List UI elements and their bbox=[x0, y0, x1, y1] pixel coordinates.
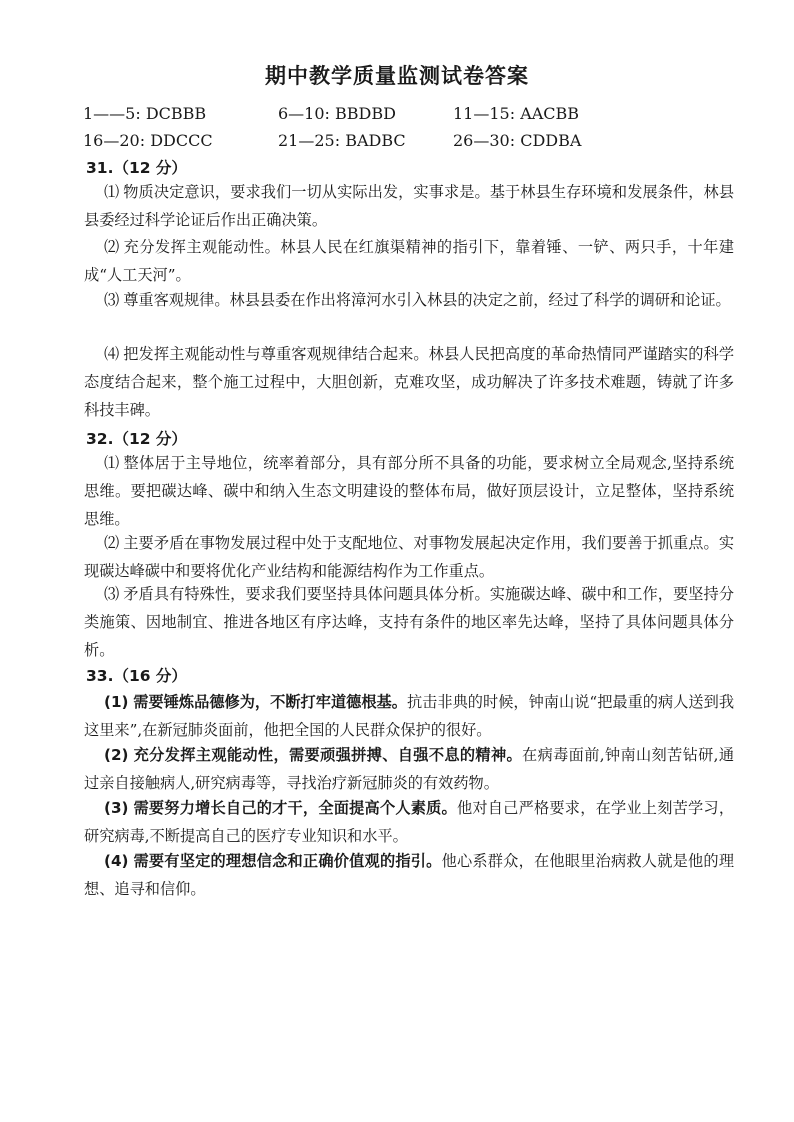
key-point: 需要有坚定的理想信念和正确价值观的指引。 bbox=[133, 852, 442, 870]
item-number: ⑴ bbox=[104, 183, 120, 201]
mc-answer-group: 26—30: CDDBA bbox=[453, 131, 582, 150]
key-point: 需要锤炼品德修为，不断打牢道德根基。 bbox=[133, 693, 407, 711]
item-number: (4) bbox=[104, 852, 129, 870]
item-number: ⑷ bbox=[104, 345, 120, 363]
page-title: 期中教学质量监测试卷答案 bbox=[265, 64, 529, 88]
answer-text: 把发挥主观能动性与尊重客观规律结合起来。林县人民把高度的革命热情同严谨踏实的科学态度结合起来，整个施工过程中，大胆创新，克难攻坚，成功解决了许多技术难题，铸就了许多科技丰碑。 bbox=[84, 345, 735, 419]
answer-text: 充分发挥主观能动性。林县人民在红旗渠精神的指引下，靠着锤、一铲、两只手，十年建成“人工天河”。 bbox=[84, 238, 735, 284]
q33-answer-3 bbox=[84, 794, 734, 850]
item-number: ⑴ bbox=[104, 454, 120, 472]
mc-answer-group: 11—15: AACBB bbox=[453, 104, 580, 123]
answer-text: 在病毒面前,钟南山刻苦钻研,通过亲自接触病人,研究病毒等，寻找治疗新冠肺炎的有效药物。 bbox=[84, 746, 735, 792]
item-number: ⑵ bbox=[104, 238, 120, 256]
question-32-heading: 32.（12 分） bbox=[86, 430, 187, 448]
answer-text: 抗击非典的时候，钟南山说“把最重的病人送到我这里来”,在新冠肺炎面前，他把全国的人民群众保护的很好。 bbox=[84, 693, 735, 739]
mc-answer-group: 1——5: DCBBB bbox=[83, 104, 207, 123]
q31-answer-3 bbox=[84, 286, 734, 314]
answer-text: 矛盾具有特殊性，要求我们要坚持具体问题具体分析。实施碳达峰、碳中和工作，要坚持分类施策、因地制宜、推进各地区有序达峰，支持有条件的地区率先达峰，坚持了具体问题具体分析。 bbox=[84, 585, 735, 659]
answer-text: 他对自己严格要求，在学业上刻苦学习，研究病毒,不断提高自己的医疗专业知识和水平。 bbox=[84, 799, 735, 845]
item-number: ⑵ bbox=[104, 534, 120, 552]
answer-text: 整体居于主导地位，统率着部分，具有部分所不具备的功能，要求树立全局观念,坚持系统思维。要把碳达峰、碳中和纳入生态文明建设的整体布局，做好顶层设计，立足整体，坚持系统思维。 bbox=[84, 454, 735, 528]
answer-text: 主要矛盾在事物发展过程中处于支配地位、对事物发展起决定作用，我们要善于抓重点。实现碳达峰碳中和要将优化产业结构和能源结构作为工作重点。 bbox=[84, 534, 735, 580]
q33-answer-4 bbox=[84, 847, 734, 903]
answer-text: 他心系群众，在他眼里治病救人就是他的理想、追寻和信仰。 bbox=[84, 852, 735, 898]
mc-answer-group: 16—20: DDCCC bbox=[83, 131, 213, 150]
q33-answer-1 bbox=[84, 688, 734, 744]
item-number: (3) bbox=[104, 799, 129, 817]
q32-answer-2 bbox=[84, 529, 734, 585]
answer-text: 物质决定意识，要求我们一切从实际出发，实事求是。基于林县生存环境和发展条件，林县县委经过科学论证后作出正确决策。 bbox=[84, 183, 735, 229]
q31-answer-4 bbox=[84, 340, 734, 424]
answer-text: 尊重客观规律。林县县委在作出将漳河水引入林县的决定之前，经过了科学的调研和论证。 bbox=[123, 291, 731, 309]
question-33-heading: 33.（16 分） bbox=[86, 667, 187, 685]
mc-answer-group: 6—10: BBDBD bbox=[278, 104, 396, 123]
key-point: 需要努力增长自己的才干，全面提高个人素质。 bbox=[133, 799, 457, 817]
item-number: (1) bbox=[104, 693, 129, 711]
q31-answer-1 bbox=[84, 178, 734, 234]
item-number: ⑶ bbox=[104, 585, 120, 603]
item-number: ⑶ bbox=[104, 291, 120, 309]
mc-answer-group: 21—25: BADBC bbox=[278, 131, 406, 150]
q31-answer-2 bbox=[84, 233, 734, 289]
q32-answer-3 bbox=[84, 580, 734, 664]
item-number: (2) bbox=[104, 746, 129, 764]
key-point: 充分发挥主观能动性，需要顽强拼搏、自强不息的精神。 bbox=[133, 746, 523, 764]
question-31-heading: 31.（12 分） bbox=[86, 159, 187, 177]
q32-answer-1 bbox=[84, 449, 734, 533]
q33-answer-2 bbox=[84, 741, 734, 797]
